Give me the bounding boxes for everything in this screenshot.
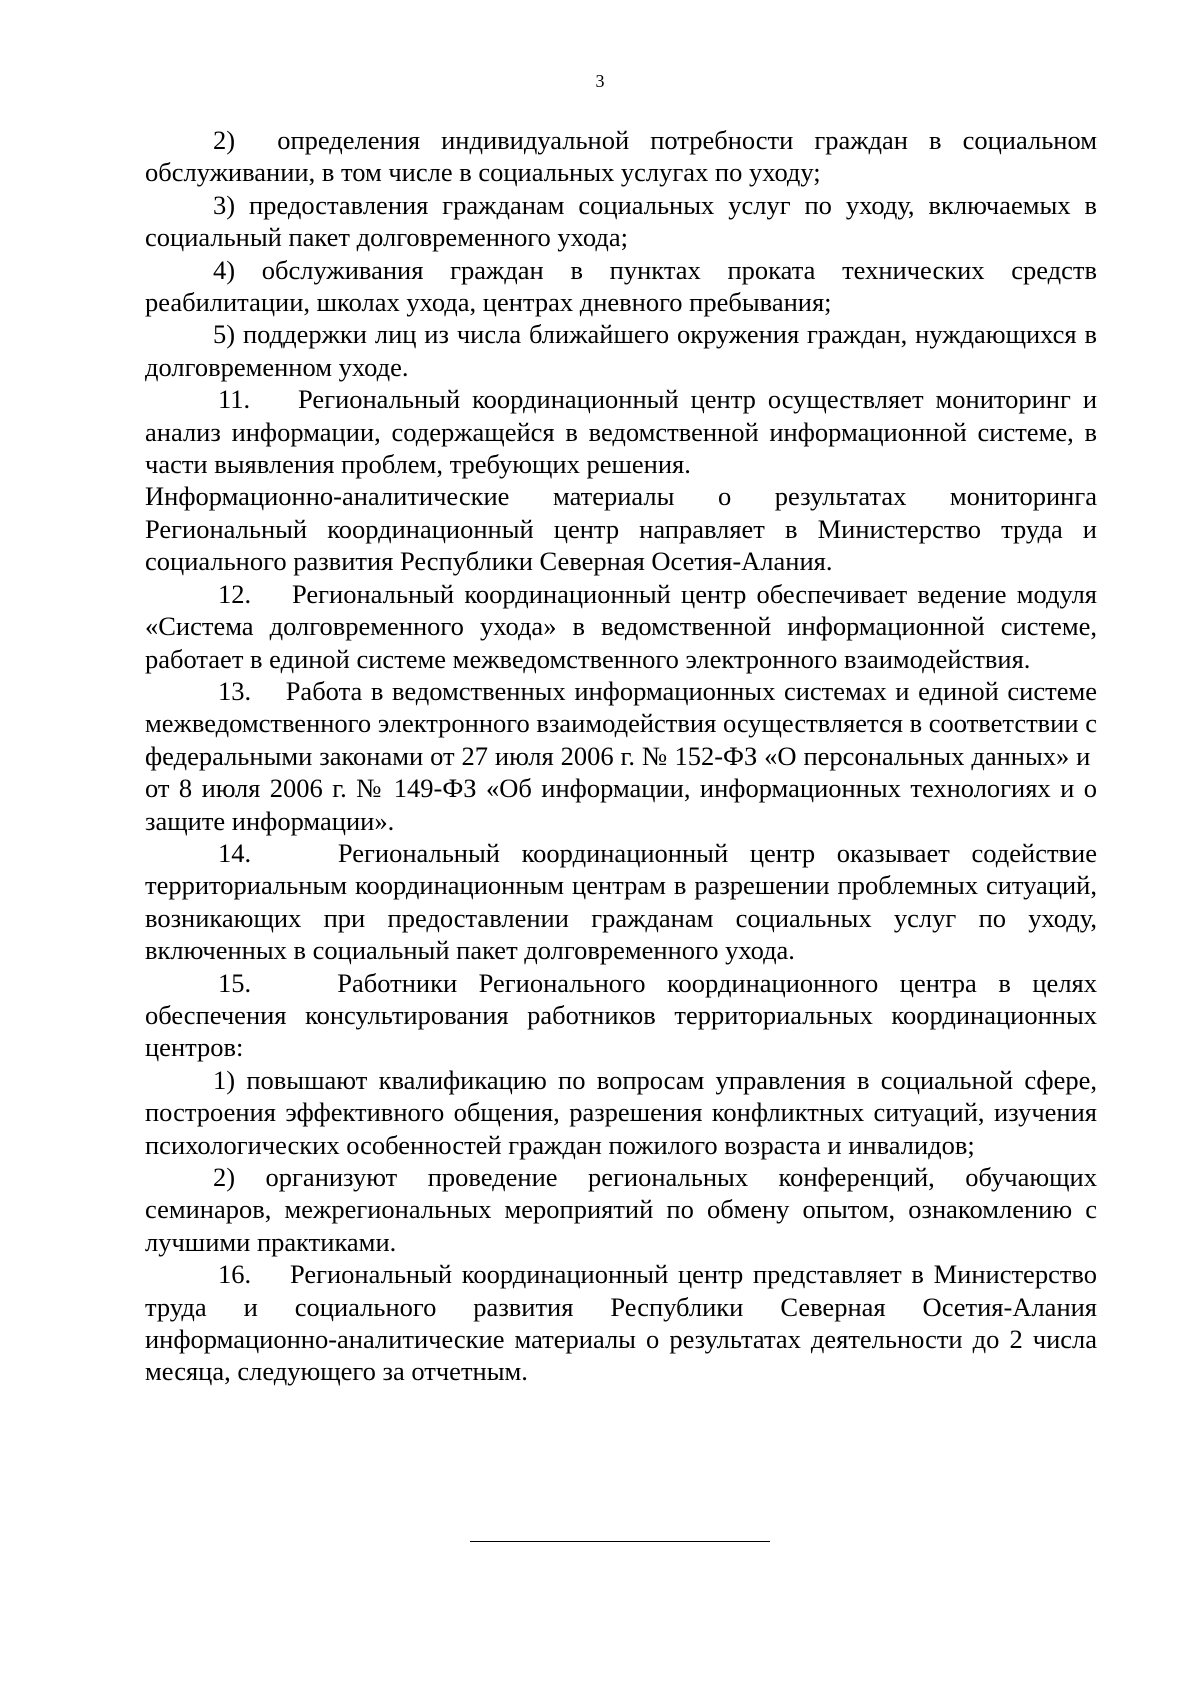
paragraph: 11. Региональный координационный центр осуществляет мониторинг и анализ информации, содержащейся в ведомственной информационной системе, в части выявления проблем, требующих решения. bbox=[145, 384, 1097, 480]
paragraph: Информационно-аналитические материалы о результатах мониторинга Региональный координационный центр направляет в Министерство труда и социального развития Республики Северная Осетия-Алания. bbox=[145, 481, 1097, 577]
page-number: 3 bbox=[595, 71, 605, 91]
paragraph: 1) повышают квалификацию по вопросам управления в социальной сфере, построения эффективного общения, разрешения конфликтных ситуаций, изучения психологических особенностей граждан пожилого возраста и инвалидов; bbox=[145, 1064, 1097, 1160]
paragraph: 3) предоставления гражданам социальных услуг по уходу, включаемых в социальный пакет долговременного ухода; bbox=[145, 189, 1097, 253]
paragraph: 2) определения индивидуальной потребности граждан в социальном обслуживании, в том числе в социальных услугах по уходу; bbox=[145, 125, 1097, 188]
document-body bbox=[145, 124, 1097, 1388]
paragraph: 13. Работа в ведомственных информационных системах и единой системе межведомственного электронного взаимодействия осуществляется в соответствии с федеральными законами от 27 июля 2006 г. № 152-ФЗ «О персональных данных» и от 8 июля 2006 г. № 149-ФЗ «Об информации, информационных технологиях и о защите информации». bbox=[145, 675, 1097, 836]
paragraph: 4) обслуживания граждан в пунктах проката технических средств реабилитации, школах ухода, центрах дневного пребывания; bbox=[145, 254, 1097, 318]
paragraph: 12. Региональный координационный центр обеспечивает ведение модуля «Система долговременного ухода» в ведомственной информационной системе, работает в единой системе межведомственного электронного взаимодействия. bbox=[145, 578, 1097, 674]
paragraph: 16. Региональный координационный центр представляет в Министерство труда и социального развития Республики Северная Осетия-Алания информационно-аналитические материалы о результатах деятельности до 2 числа месяца, следующего за отчетным. bbox=[145, 1259, 1097, 1387]
paragraph: 14. Региональный координационный центр оказывает содействие территориальным координационным центрам в разрешении проблемных ситуаций, возникающих при предоставлении гражданам социальных услуг по уходу, включенных в социальный пакет долговременного ухода. bbox=[145, 837, 1097, 966]
end-separator-line bbox=[470, 1541, 770, 1542]
paragraph: 5) поддержки лиц из числа ближайшего окружения граждан, нуждающихся в долговременном уходе. bbox=[145, 319, 1097, 382]
paragraph: 15. Работники Регионального координационного центра в целях обеспечения консультирования работников территориальных координационных центров: bbox=[145, 967, 1097, 1063]
paragraph: 2) организуют проведение региональных конференций, обучающих семинаров, межрегиональных мероприятий по обмену опытом, ознакомлению с лучшими практиками. bbox=[145, 1162, 1097, 1257]
